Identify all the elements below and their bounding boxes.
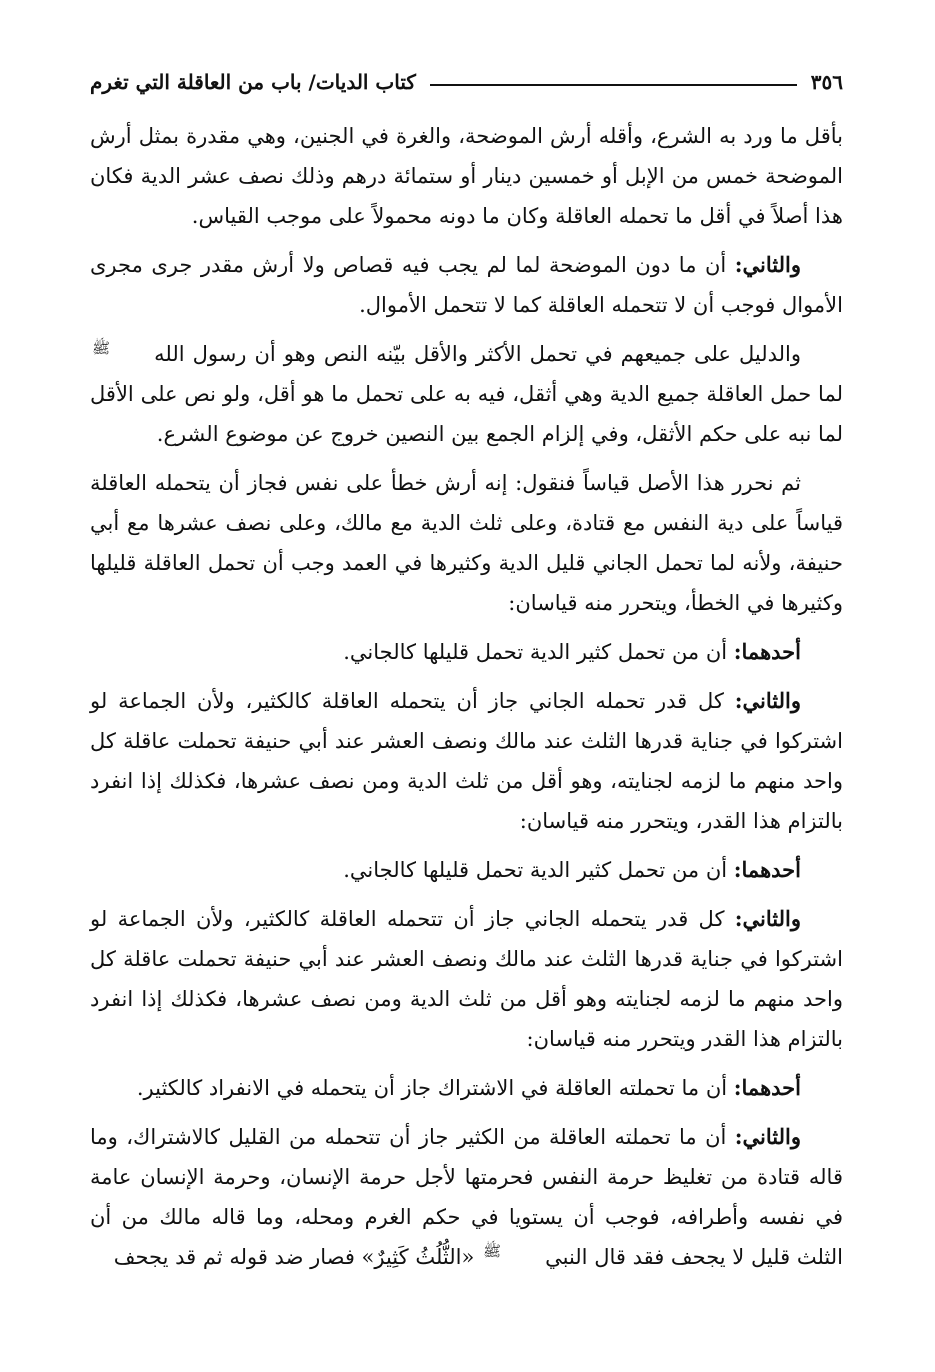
paragraph bbox=[90, 334, 843, 454]
paragraph-lead: والثاني: bbox=[734, 252, 801, 277]
paragraph bbox=[90, 899, 843, 1059]
salawat-glyph: ﷺ bbox=[92, 339, 111, 357]
paragraph bbox=[90, 1117, 843, 1277]
paragraph-lead: أحدهما: bbox=[733, 1075, 801, 1100]
paragraph bbox=[90, 463, 843, 623]
paragraph bbox=[90, 245, 843, 325]
page-number: ٣٥٦ bbox=[810, 70, 843, 94]
paragraph bbox=[90, 632, 843, 672]
paragraph-text: والدليل على جميعهم في تحمل الأكثر والأقل بيّنه النص وهو أن رسول الله bbox=[154, 342, 801, 366]
paragraph-text: كل قدر تحمله الجاني جاز أن يتحمله العاقلة كالكثير، ولأن الجماعة لو اشتركوا في جناية قدرها الثلث عند مالك ونصف العشر عند أبي حنيفة تحملت عاقلة كل واحد منهم ما لزمه لجنايته، وهو أقل من ثلث الدية ومن نصف عشرها، فكذلك إذا انفرد بالتزام هذا القدر، ويتحرر منه قياسان: bbox=[90, 689, 843, 833]
paragraph-text: بأقل ما ورد به الشرع، وأقله أرش الموضحة، والغرة في الجنين، وهي مقدرة بمثل أرش الموضحة خمس من الإبل أو خمسين دينار أو ستمائة درهم وذلك نصف عشر الدية فكان هذا أصلاً في أقل ما تحمله العاقلة وكان ما دونه محمولاً على موجب القياس. bbox=[90, 124, 843, 228]
paragraph-text-continued: «الثُّلُثُ كَثِيرٌ» فصار ضد قوله ثم قد يجحف bbox=[113, 1245, 481, 1269]
paragraph-lead: أحدهما: bbox=[733, 639, 801, 664]
chapter-title: كتاب الديات/ باب من العاقلة التي تغرم bbox=[90, 70, 416, 94]
paragraph-lead: والثاني: bbox=[734, 688, 801, 713]
paragraph bbox=[90, 681, 843, 841]
paragraph-text: أن ما تحملته العاقلة في الاشتراك جاز أن يتحمله في الانفراد كالكثير. bbox=[136, 1076, 734, 1100]
paragraph bbox=[90, 1068, 843, 1108]
salawat-glyph: ﷺ bbox=[482, 1242, 502, 1260]
paragraph-lead: والثاني: bbox=[734, 1124, 801, 1149]
body-text bbox=[90, 116, 843, 1277]
paragraph-text-continued: لما حمل العاقلة جميع الدية وهي أثقل، فيه به على تحمل ما هو أقل، ولو نص على الأقل لما نبه على حكم الأثقل، وفي إلزام الجمع بين النصين خروج عن موضوع الشرع. bbox=[90, 382, 843, 446]
paragraph-lead: أحدهما: bbox=[733, 857, 801, 882]
paragraph-lead: والثاني: bbox=[734, 906, 801, 931]
paragraph-text: أن من تحمل كثير الدية تحمل قليلها كالجاني. bbox=[343, 858, 734, 882]
paragraph-text: ثم نحرر هذا الأصل قياساً فنقول: إنه أرش خطأ على نفس فجاز أن يتحمله العاقلة قياساً على دية النفس مع قتادة، وعلى ثلث الدية مع مالك، وعلى نصف عشرها مع أبي حنيفة، ولأنه لما تحمل الجاني قليل الدية وكثيرها في العمد وجب أن تحمل العاقلة قليلها وكثيرها في الخطأ، ويتحرر منه قياسان: bbox=[90, 471, 843, 615]
header-rule bbox=[430, 84, 797, 86]
paragraph-text: كل قدر يتحمله الجاني جاز أن تتحمله العاقلة كالكثير، ولأن الجماعة لو اشتركوا في جناية قدرها الثلث عند مالك ونصف العشر عند أبي حنيفة تحملت عاقلة كل واحد منهم ما لزمه لجنايته وهو أقل من ثلث الدية ومن نصف عشرها، فكذلك إذا انفرد بالتزام هذا القدر ويتحرر منه قياسان: bbox=[90, 907, 843, 1051]
paragraph bbox=[90, 850, 843, 890]
paragraph bbox=[90, 116, 843, 236]
paragraph-text: أن من تحمل كثير الدية تحمل قليلها كالجاني. bbox=[343, 640, 734, 664]
running-header bbox=[90, 62, 843, 102]
paragraph-text: أن ما تحملته العاقلة من الكثير جاز أن تتحمله من القليل كالاشتراك، وما قاله قتادة من تغليظ حرمة النفس فحرمتها لأجل حرمة الإنسان، وحرمة الإنسان عامة في نفسه وأطرافه، فوجب أن يستويا في حكم الغرم ومحله، وما قاله مالك من أن الثلث قليل لا يجحف فقد قال النبي bbox=[90, 1125, 843, 1269]
paragraph-text: أن ما دون الموضحة لما لم يجب فيه قصاص ولا أرش مقدر جرى مجرى الأموال فوجب أن لا تتحمله العاقلة كما لا تتحمل الأموال. bbox=[90, 253, 843, 317]
